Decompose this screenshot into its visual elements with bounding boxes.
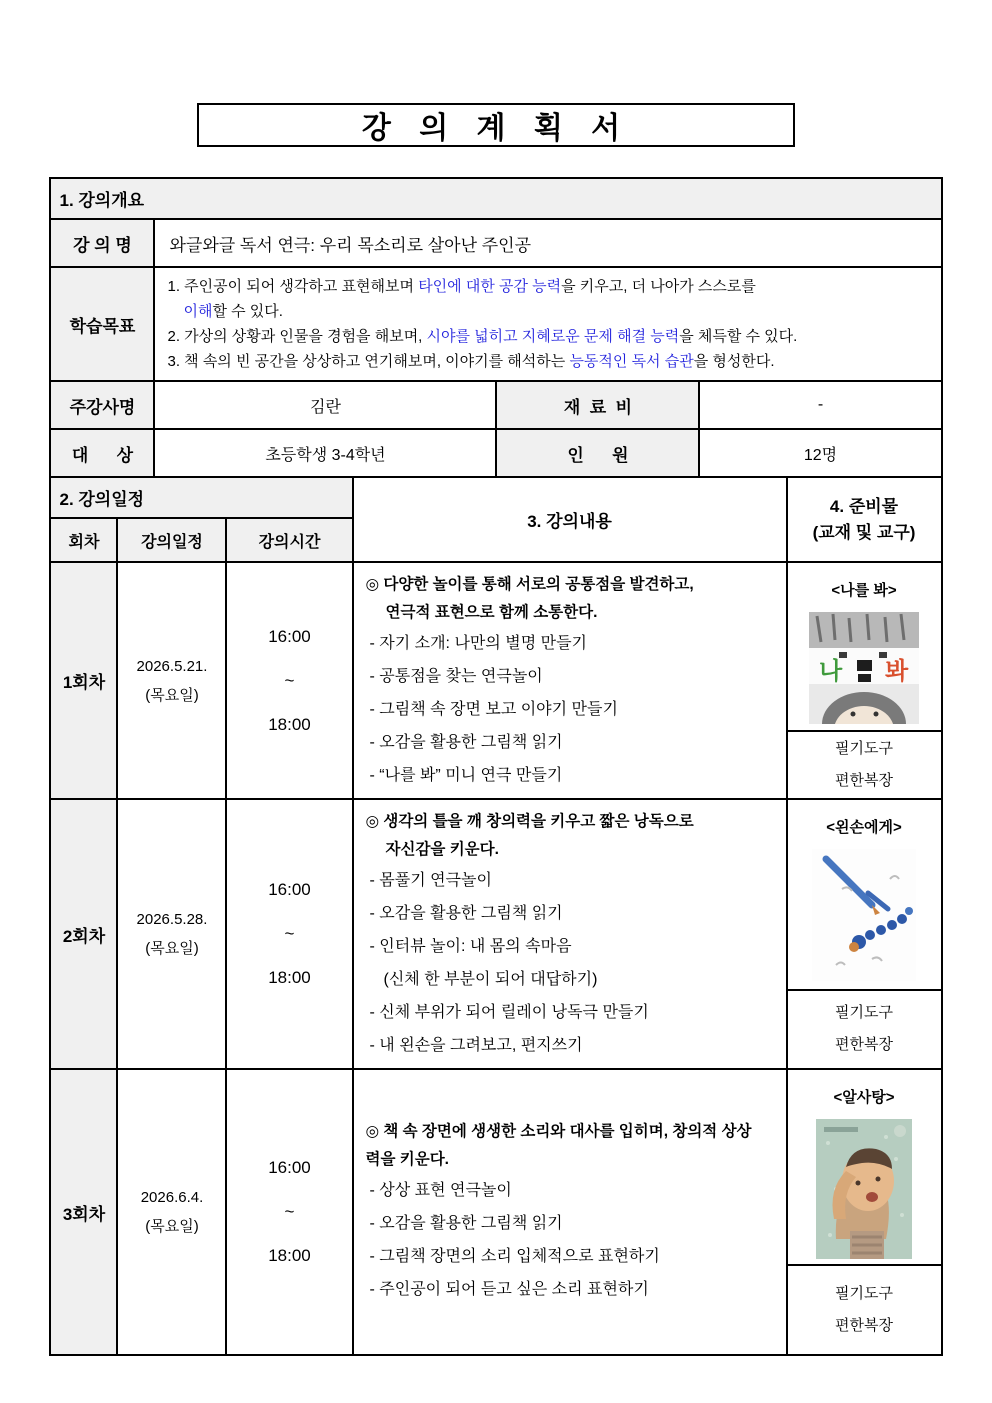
target-value: 초등학생 3-4학년 xyxy=(154,429,496,477)
content-item: - 오감을 활용한 그림책 읽기 xyxy=(369,905,563,922)
content-item: - “나를 봐” 미니 연극 만들기 xyxy=(369,767,563,784)
target-label: 대 상 xyxy=(50,429,154,477)
overview-table xyxy=(49,177,942,478)
content-item: - 오감을 활용한 그림책 읽기 xyxy=(369,1215,563,1232)
col-header-date: 강의일정 xyxy=(117,518,226,562)
content-item: - 공통점을 찾는 연극놀이 xyxy=(369,668,543,685)
course-name-value: 와글와글 독서 연극: 우리 목소리로 살아난 주인공 xyxy=(154,219,941,267)
session-time: 16:00 ~ 18:00 xyxy=(226,562,352,799)
course-name-label: 강 의 명 xyxy=(50,219,154,267)
overview-section-title: 1. 강의개요 xyxy=(50,178,941,219)
objective-line-3: 3. 책 속의 빈 공간을 상상하고 연기해보며, 이야기를 해석하는 능동적인 독서 습관을 형성한다. xyxy=(167,353,775,370)
instructor-value: 김란 xyxy=(154,381,496,429)
content-item: - 내 왼손을 그려보고, 편지쓰기 xyxy=(369,1037,583,1054)
svg-text:나: 나 xyxy=(819,658,843,685)
headcount-value: 12명 xyxy=(699,429,941,477)
document-title-box xyxy=(197,103,795,147)
materials-supplies: 필기도구 편한복장 xyxy=(787,731,942,799)
book-title: <왼손에게> xyxy=(826,819,902,836)
book-title: <나를 봐> xyxy=(831,582,897,599)
session-time: 16:00 ~ 18:00 xyxy=(226,799,352,1069)
session-content xyxy=(353,1069,787,1355)
session-date: 2026.5.21. (목요일) xyxy=(117,562,226,799)
materials-supplies: 필기도구 편한복장 xyxy=(787,1265,942,1355)
session-time: 16:00 ~ 18:00 xyxy=(226,1069,352,1355)
book-cover-alsatang xyxy=(816,1119,912,1259)
materials-column-header: 4. 준비물 (교재 및 교구) xyxy=(787,477,942,562)
content-goal-line: 력을 키운다. xyxy=(365,1151,449,1168)
session-number: 1회차 xyxy=(50,562,117,799)
session-content xyxy=(353,562,787,799)
materials-book xyxy=(787,1069,942,1265)
content-item: - 그림책 장면의 소리 입체적으로 표현하기 xyxy=(369,1248,660,1265)
schedule-section-title: 2. 강의일정 xyxy=(50,477,352,518)
session-content xyxy=(353,799,787,1069)
material-fee-label: 재 료 비 xyxy=(496,381,699,429)
content-goal-line: ◎ 생각의 틀을 깨 창의력을 키우고 짧은 낭독으로 xyxy=(365,813,694,830)
schedule-table xyxy=(49,476,942,1356)
highlighted-phrase: 시야를 넓히고 지혜로운 문제 해결 능력 xyxy=(426,328,680,345)
highlighted-phrase: 이해 xyxy=(183,303,213,320)
objective-line-2: 2. 가상의 상황과 인물을 경험을 해보며, 시야를 넓히고 지혜로운 문제 해결 능력을 체득할 수 있다. xyxy=(167,328,798,345)
content-item-list xyxy=(362,864,778,1062)
content-goal-line: 연극적 표현으로 함께 소통한다. xyxy=(385,604,598,621)
session-number: 2회차 xyxy=(50,799,117,1069)
materials-supplies: 필기도구 편한복장 xyxy=(787,990,942,1069)
content-item-list xyxy=(362,627,778,792)
book-title: <알사탕> xyxy=(833,1089,895,1106)
content-item: - 신체 부위가 되어 릴레이 낭독극 만들기 xyxy=(369,1004,649,1021)
col-header-time: 강의시간 xyxy=(226,518,352,562)
session-date: 2026.6.4. (목요일) xyxy=(117,1069,226,1355)
highlighted-phrase: 타인에 대한 공감 능력 xyxy=(418,278,562,295)
content-goal-line: 자신감을 키운다. xyxy=(385,841,499,858)
materials-book xyxy=(787,562,942,731)
content-item: - 인터뷰 놀이: 내 몸의 속마음 xyxy=(369,938,572,955)
objective-line-1: 1. 주인공이 되어 생각하고 표현해보며 타인에 대한 공감 능력을 키우고, 더 나아가 스스로를 xyxy=(167,278,756,295)
content-item: - 몸풀기 연극놀이 xyxy=(369,872,492,889)
col-header-session: 회차 xyxy=(50,518,117,562)
content-goal-line: ◎ 책 속 장면에 생생한 소리와 대사를 입히며, 창의적 상상 xyxy=(365,1123,752,1140)
content-item: - 자기 소개: 나만의 별명 만들기 xyxy=(369,635,587,652)
session-date: 2026.5.28. (목요일) xyxy=(117,799,226,1069)
content-item-list xyxy=(362,1174,778,1306)
content-goal-line: ◎ 다양한 놀이를 통해 서로의 공통점을 발견하고, xyxy=(365,576,694,593)
objectives-value xyxy=(154,267,941,381)
page-title: 강 의 계 획 서 xyxy=(361,112,631,145)
content-item: - 상상 표현 연극놀이 xyxy=(369,1182,512,1199)
book-cover-nareul-bwa xyxy=(809,612,919,724)
instructor-label: 주강사명 xyxy=(50,381,154,429)
content-item: - 오감을 활용한 그림책 읽기 xyxy=(369,734,563,751)
svg-text:봐: 봐 xyxy=(885,658,909,685)
objectives-label: 학습목표 xyxy=(50,267,154,381)
content-column-header: 3. 강의내용 xyxy=(353,477,787,562)
content-item: - 주인공이 되어 듣고 싶은 소리 표현하기 xyxy=(369,1281,649,1298)
content-item: (신체 한 부분이 되어 대답하기) xyxy=(383,971,598,988)
headcount-label: 인 원 xyxy=(496,429,699,477)
objective-line-1b: 이해할 수 있다. xyxy=(183,303,283,320)
materials-book xyxy=(787,799,942,990)
session-number: 3회차 xyxy=(50,1069,117,1355)
book-cover-oensone-ge xyxy=(812,849,916,981)
material-fee-value: - xyxy=(699,381,941,429)
highlighted-phrase: 능동적인 독서 습관 xyxy=(569,353,694,370)
content-item: - 그림책 속 장면 보고 이야기 만들기 xyxy=(369,701,618,718)
